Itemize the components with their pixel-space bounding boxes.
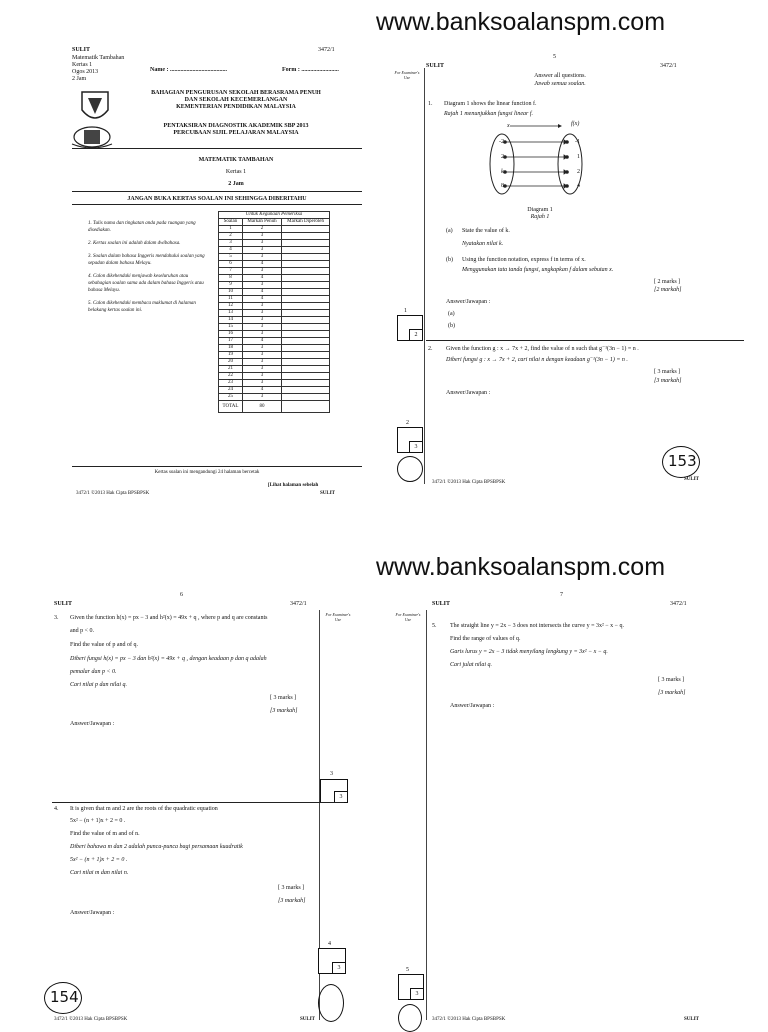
obtained-marks-cell bbox=[282, 324, 330, 331]
question-cell: 2 bbox=[219, 233, 243, 240]
watermark-bottom: www.banksoalanspm.com bbox=[376, 553, 666, 581]
obtained-marks-cell bbox=[282, 380, 330, 387]
sulit-label: SULIT bbox=[72, 47, 91, 53]
question-number: 1. bbox=[428, 101, 433, 107]
marks-box-value: 2 bbox=[409, 329, 422, 340]
org-line-2: DAN SEKOLAH KECEMERLANGAN bbox=[184, 97, 288, 103]
marks-box bbox=[398, 974, 424, 1000]
table-title: Untuk Kegunaan Pemeriksa bbox=[219, 212, 330, 219]
page-number: 6 bbox=[180, 592, 183, 598]
full-marks-cell: 3 bbox=[242, 331, 281, 338]
table-row bbox=[219, 387, 330, 394]
examiner-use-label: For Examiner's Use bbox=[325, 612, 351, 622]
page-number: 7 bbox=[560, 592, 563, 598]
full-marks-cell: 3 bbox=[242, 352, 281, 359]
question-cell: 15 bbox=[219, 324, 243, 331]
full-marks-cell: 4 bbox=[242, 296, 281, 303]
question-cell: 11 bbox=[219, 296, 243, 303]
divider bbox=[426, 340, 744, 341]
marks: [ 2 marks ] bbox=[654, 279, 681, 285]
stamp-circle bbox=[398, 1004, 422, 1032]
header-subject: Matematik Tambahan bbox=[72, 55, 125, 61]
box-question-number: 2 bbox=[406, 420, 409, 426]
examiner-use-label: For Examiner's Use bbox=[395, 612, 421, 622]
codomain-value: -1 bbox=[575, 139, 580, 145]
question-cell: 7 bbox=[219, 268, 243, 275]
obtained-marks-cell bbox=[282, 387, 330, 394]
marks-box bbox=[318, 948, 346, 974]
marks-my: [3 markah] bbox=[658, 690, 686, 696]
subject-title: MATEMATIK TAMBAHAN bbox=[198, 157, 274, 163]
q3-text-my: Diberi fungsi h(x) = px − 3 dan h²(x) = 49x + q , dengan keadaan p dan q adalah bbox=[70, 656, 267, 662]
answer-label: Answer/Jawapan : bbox=[70, 910, 115, 916]
marks-box-value: 3 bbox=[409, 441, 422, 452]
question-number: 2. bbox=[428, 346, 433, 352]
obtained-marks-cell bbox=[282, 303, 330, 310]
full-marks-cell: 3 bbox=[242, 324, 281, 331]
q1-text: Diagram 1 shows the linear function f. bbox=[444, 101, 537, 107]
divider bbox=[72, 148, 362, 149]
obtained-marks-cell bbox=[282, 338, 330, 345]
obtained-marks-cell bbox=[282, 254, 330, 261]
full-marks-cell: 4 bbox=[242, 261, 281, 268]
answer-all: Answer all questions. bbox=[534, 73, 586, 79]
question-cell: 4 bbox=[219, 247, 243, 254]
codomain-value: 1 bbox=[577, 154, 580, 160]
sulit-label: SULIT bbox=[54, 601, 73, 607]
obtained-marks-cell bbox=[282, 373, 330, 380]
table-row bbox=[219, 289, 330, 296]
part-a-label: (a) bbox=[446, 228, 453, 234]
obtained-marks-cell bbox=[282, 268, 330, 275]
table-row bbox=[219, 296, 330, 303]
full-marks-cell: 3 bbox=[242, 240, 281, 247]
name-field: Name : ...................................... bbox=[150, 67, 227, 73]
paper-code: 3472/1 bbox=[318, 47, 335, 53]
copyright: 3472/1 ©2013 Hak Cipta BPSBPSK bbox=[54, 1017, 128, 1022]
q5-text-my: Garis lurus y = 2x − 3 tidak menyilang lengkung y = 3x² − x − q. bbox=[450, 649, 608, 655]
domain-point bbox=[504, 141, 507, 144]
table-row bbox=[219, 380, 330, 387]
q4-text-my: Diberi bahawa m dan 2 adalah punca-punca bagi persamaan kuadratik bbox=[70, 844, 243, 850]
divider bbox=[72, 191, 362, 192]
question-cell: 13 bbox=[219, 310, 243, 317]
table-row bbox=[219, 303, 330, 310]
full-marks-cell: 3 bbox=[242, 282, 281, 289]
col-header: Soalan bbox=[219, 219, 243, 226]
marks-box-value: 3 bbox=[410, 988, 423, 999]
full-marks-cell: 3 bbox=[242, 394, 281, 401]
codomain-value: 2 bbox=[577, 169, 580, 175]
question-cell: 22 bbox=[219, 373, 243, 380]
instruction-item: 4. Calon dikehendaki menjawab keseluruhan atau sebahagian soalan sama ada dalam bahasa Inggeris atau bahasa Melayu. bbox=[88, 274, 204, 293]
part-b-text-my: Menggunakan tata tanda fungsi, ungkapkan f dalam sebutan x. bbox=[462, 267, 614, 273]
obtained-marks-cell bbox=[282, 359, 330, 366]
stamp-circle bbox=[318, 984, 344, 1022]
box-question-number: 3 bbox=[330, 771, 333, 777]
q3-text-b: and p < 0. bbox=[70, 628, 95, 634]
instruction-item: 1. Tulis nama dan tingkatan anda pada ruangan yang disediakan. bbox=[88, 221, 196, 233]
obtained-marks-cell bbox=[282, 275, 330, 282]
instruction-item: 5. Calon dikehendaki membaca maklumat di halaman belakang kertas soalan ini. bbox=[88, 301, 196, 313]
table-row bbox=[219, 226, 330, 233]
full-marks-cell: 4 bbox=[242, 387, 281, 394]
table-row bbox=[219, 366, 330, 373]
marks-box bbox=[397, 427, 423, 453]
handwritten-page-number: 154 bbox=[50, 988, 79, 1006]
obtained-marks-cell bbox=[282, 233, 330, 240]
question-cell: 9 bbox=[219, 282, 243, 289]
table-row bbox=[219, 261, 330, 268]
q5-text: The straight line y = 2x − 3 does not intersects the curve y = 3x² − x − q. bbox=[450, 623, 625, 629]
question-cell: 1 bbox=[219, 226, 243, 233]
q1-text-my: Rajah 1 menunjukkan fungsi linear f. bbox=[444, 111, 533, 117]
question-cell: 6 bbox=[219, 261, 243, 268]
sulit-footer: SULIT bbox=[684, 1017, 700, 1022]
paper-code: 3472/1 bbox=[290, 601, 307, 607]
question-number: 3. bbox=[54, 615, 59, 621]
sulit-footer: SULIT bbox=[300, 1017, 316, 1022]
question-cell: 24 bbox=[219, 387, 243, 394]
divider bbox=[72, 466, 362, 467]
warning-text: JANGAN BUKA KERTAS SOALAN INI SEHINGGA DIBERITAHU bbox=[127, 196, 307, 202]
table-row bbox=[219, 247, 330, 254]
marks: [ 3 marks ] bbox=[658, 677, 685, 683]
obtained-marks-cell bbox=[282, 331, 330, 338]
domain-point bbox=[504, 185, 507, 188]
question-cell: 12 bbox=[219, 303, 243, 310]
marks-box-value: 3 bbox=[332, 962, 345, 973]
table-row bbox=[219, 240, 330, 247]
table-row bbox=[219, 352, 330, 359]
sulit-label: SULIT bbox=[426, 63, 445, 69]
form-field: Form : ......................... bbox=[282, 67, 339, 73]
full-marks-cell: 3 bbox=[242, 317, 281, 324]
exam-line-1: PENTAKSIRAN DIAGNOSTIK AKADEMIK SBP 2013 bbox=[163, 123, 309, 129]
sulit-footer: SULIT bbox=[684, 477, 700, 482]
question-cell: 20 bbox=[219, 359, 243, 366]
marks: [ 3 marks ] bbox=[278, 885, 305, 891]
table-row bbox=[219, 310, 330, 317]
box-question-number: 1 bbox=[404, 308, 407, 314]
full-marks-cell: 3 bbox=[242, 345, 281, 352]
org-line-1: BAHAGIAN PENGURUSAN SEKOLAH BERASRAMA PENUH bbox=[151, 90, 321, 96]
box-question-number: 5 bbox=[406, 967, 409, 973]
header-month: Ogos 2013 bbox=[72, 69, 99, 75]
full-marks-cell: 2 bbox=[242, 226, 281, 233]
full-marks-cell: 3 bbox=[242, 380, 281, 387]
q5-text-my-2: Cari julat nilai q. bbox=[450, 662, 493, 668]
divider bbox=[72, 204, 362, 205]
answer-label: Answer/Jawapan : bbox=[70, 721, 115, 727]
table-row bbox=[219, 331, 330, 338]
table-row bbox=[219, 268, 330, 275]
question-cell: 8 bbox=[219, 275, 243, 282]
next-page-note: [Lihat halaman sebelah bbox=[268, 483, 319, 488]
obtained-marks-cell bbox=[282, 226, 330, 233]
question-cell: 5 bbox=[219, 254, 243, 261]
table-row bbox=[219, 282, 330, 289]
full-marks-cell: 3 bbox=[242, 373, 281, 380]
codomain-label: f(x) bbox=[571, 121, 580, 127]
question-cell: 25 bbox=[219, 394, 243, 401]
question-cell: 18 bbox=[219, 345, 243, 352]
domain-point bbox=[504, 171, 507, 174]
col-header: Markah Penuh bbox=[242, 219, 281, 226]
obtained-marks-cell bbox=[282, 366, 330, 373]
table-row bbox=[219, 254, 330, 261]
q3-text-my-2: pemalar dan p < 0. bbox=[70, 669, 117, 675]
marks: [ 3 marks ] bbox=[270, 695, 297, 701]
q4-text-my-2: Cari nilai m dan nilai n. bbox=[70, 870, 129, 876]
obtained-marks-cell bbox=[282, 240, 330, 247]
paper-code: 3472/1 bbox=[660, 63, 677, 69]
marks: [ 3 marks ] bbox=[654, 369, 681, 375]
marks-my: [3 markah] bbox=[654, 378, 682, 384]
full-marks-cell: 3 bbox=[242, 310, 281, 317]
watermark-top: www.banksoalanspm.com bbox=[376, 8, 666, 36]
exam-line-2: PERCUBAAN SIJIL PELAJARAN MALAYSIA bbox=[173, 130, 299, 136]
table-row bbox=[219, 394, 330, 401]
marks-table bbox=[218, 211, 330, 413]
q5-text-b: Find the range of values of q. bbox=[450, 636, 521, 642]
question-cell: 10 bbox=[219, 289, 243, 296]
part-a-text-my: Nyatakan nilai k. bbox=[462, 241, 504, 247]
q4-equation-my: 5x² − (n + 1)x + 2 = 0 . bbox=[70, 857, 128, 863]
q4-text: It is given that m and 2 are the roots of the quadratic equation bbox=[70, 806, 218, 812]
domain-value: 8 bbox=[501, 183, 504, 189]
jata-negara-icon bbox=[70, 124, 114, 150]
full-marks-cell: 4 bbox=[242, 275, 281, 282]
obtained-marks-cell bbox=[282, 352, 330, 359]
obtained-marks-cell bbox=[282, 261, 330, 268]
total-value: 80 bbox=[242, 401, 281, 413]
total-obtained bbox=[282, 401, 330, 413]
full-marks-cell: 3 bbox=[242, 366, 281, 373]
sulit-footer: SULIT bbox=[320, 491, 336, 496]
table-row bbox=[219, 359, 330, 366]
arrow-diagram bbox=[480, 124, 600, 200]
handwritten-page-number: 153 bbox=[668, 452, 697, 470]
instructions bbox=[88, 220, 208, 320]
question-cell: 17 bbox=[219, 338, 243, 345]
diagram-caption-my: Rajah 1 bbox=[530, 214, 550, 220]
box-question-number: 4 bbox=[328, 941, 331, 947]
divider bbox=[52, 802, 344, 803]
full-marks-cell: 3 bbox=[242, 268, 281, 275]
part-a-text: State the value of k. bbox=[462, 228, 510, 234]
q4-equation: 5x² − (n + 1)x + 2 = 0 . bbox=[70, 818, 126, 824]
question-cell: 19 bbox=[219, 352, 243, 359]
paper-code: 3472/1 bbox=[670, 601, 687, 607]
obtained-marks-cell bbox=[282, 310, 330, 317]
q2-text: Given the function g : x → 7x + 2, find the value of n such that g⁻¹(3n − 1) = n . bbox=[446, 346, 639, 352]
full-marks-cell: 3 bbox=[242, 247, 281, 254]
full-marks-cell: 4 bbox=[242, 338, 281, 345]
copyright: 3472/1 ©2013 Hak Cipta BPSBPSK bbox=[432, 480, 506, 485]
q3-text: Given the function h(x) = px − 3 and h²(x) = 49x + q , where p and q are constants bbox=[70, 615, 268, 621]
question-number: 4. bbox=[54, 806, 59, 812]
diagram-caption: Diagram 1 bbox=[527, 207, 553, 213]
domain-value: -2 bbox=[499, 139, 504, 145]
sulit-label: SULIT bbox=[432, 601, 451, 607]
examiner-margin bbox=[424, 68, 425, 484]
table-row bbox=[219, 275, 330, 282]
page-count-note: Kertas soalan ini mengandungi 24 halaman bercetak bbox=[154, 470, 260, 475]
question-cell: 21 bbox=[219, 366, 243, 373]
question-cell: 23 bbox=[219, 380, 243, 387]
question-cell: 16 bbox=[219, 331, 243, 338]
question-number: 5. bbox=[432, 623, 437, 629]
q3-text-c: Find the value of p and of q. bbox=[70, 642, 138, 648]
total-label: TOTAL bbox=[219, 401, 243, 413]
full-marks-cell: 4 bbox=[242, 289, 281, 296]
examiner-margin bbox=[426, 610, 427, 1020]
col-header: Markah Diperoleh bbox=[282, 219, 330, 226]
part-b-text: Using the function notation, express f in terms of x. bbox=[462, 257, 586, 263]
table-row bbox=[219, 317, 330, 324]
table-row bbox=[219, 373, 330, 380]
domain-value: k bbox=[501, 169, 504, 175]
bpsbpsk-crest-icon bbox=[78, 88, 112, 128]
marks-my: [2 markah] bbox=[654, 287, 682, 293]
obtained-marks-cell bbox=[282, 296, 330, 303]
table-row bbox=[219, 324, 330, 331]
domain-label: x bbox=[507, 123, 510, 129]
table-row bbox=[219, 233, 330, 240]
full-marks-cell: 3 bbox=[242, 303, 281, 310]
marks-box bbox=[320, 779, 348, 803]
q3-text-my-3: Cari nilai p dan nilai q. bbox=[70, 682, 128, 688]
marks-my: [3 markah] bbox=[278, 898, 306, 904]
answer-label: Answer/Jawapan : bbox=[446, 299, 491, 305]
answer-label: Answer/Jawapan : bbox=[446, 390, 491, 396]
marks-box bbox=[397, 315, 423, 341]
full-marks-cell: 3 bbox=[242, 359, 281, 366]
obtained-marks-cell bbox=[282, 247, 330, 254]
obtained-marks-cell bbox=[282, 345, 330, 352]
question-cell: 3 bbox=[219, 240, 243, 247]
instruction-item: 2. Kertas soalan ini adalah dalam dwibahasa. bbox=[88, 241, 181, 246]
obtained-marks-cell bbox=[282, 289, 330, 296]
domain-value: 2 bbox=[501, 154, 504, 160]
domain-point bbox=[504, 156, 507, 159]
full-marks-cell: 3 bbox=[242, 254, 281, 261]
copyright: 3472/1 ©2013 Hak Cipta BPSBPSK bbox=[432, 1017, 506, 1022]
table-row bbox=[219, 345, 330, 352]
obtained-marks-cell bbox=[282, 394, 330, 401]
full-marks-cell: 3 bbox=[242, 233, 281, 240]
q4-text-b: Find the value of m and of n. bbox=[70, 831, 140, 837]
header-paper: Kertas 1 bbox=[72, 62, 93, 68]
q2-text-my: Diberi fungsi g : x → 7x + 2, cari nilai n dengan keadaan g⁻¹(3n − 1) = n . bbox=[446, 357, 628, 363]
marks-box-value: 3 bbox=[334, 791, 347, 802]
obtained-marks-cell bbox=[282, 317, 330, 324]
examiner-use-label: For Examiner's Use bbox=[394, 70, 420, 80]
page-number: 5 bbox=[553, 54, 556, 60]
org-line-3: KEMENTERIAN PENDIDIKAN MALAYSIA bbox=[176, 104, 296, 110]
stamp-circle bbox=[397, 456, 423, 482]
answer-part-a: (a) bbox=[448, 311, 455, 317]
function-arrow-head bbox=[558, 124, 562, 128]
copyright: 3472/1 ©2013 Hak Cipta BPSBPSK bbox=[76, 491, 150, 496]
question-cell: 14 bbox=[219, 317, 243, 324]
answer-label: Answer/Jawapan : bbox=[450, 703, 495, 709]
marks-my: [3 markah] bbox=[270, 708, 298, 714]
obtained-marks-cell bbox=[282, 282, 330, 289]
instruction-item: 3. Soalan dalam bahasa Inggeris mendahului soalan yang sepadan dalam bahasa Melayu. bbox=[88, 254, 205, 266]
answer-part-b: (b) bbox=[448, 323, 455, 329]
answer-all-my: Jawab semua soalan. bbox=[534, 81, 586, 87]
table-row bbox=[219, 338, 330, 345]
paper-title: Kertas 1 bbox=[225, 169, 247, 175]
header-time: 2 Jam bbox=[72, 76, 87, 82]
time-title: 2 Jam bbox=[228, 181, 244, 187]
part-b-label: (b) bbox=[446, 257, 453, 263]
codomain-value: 4 bbox=[577, 183, 580, 189]
